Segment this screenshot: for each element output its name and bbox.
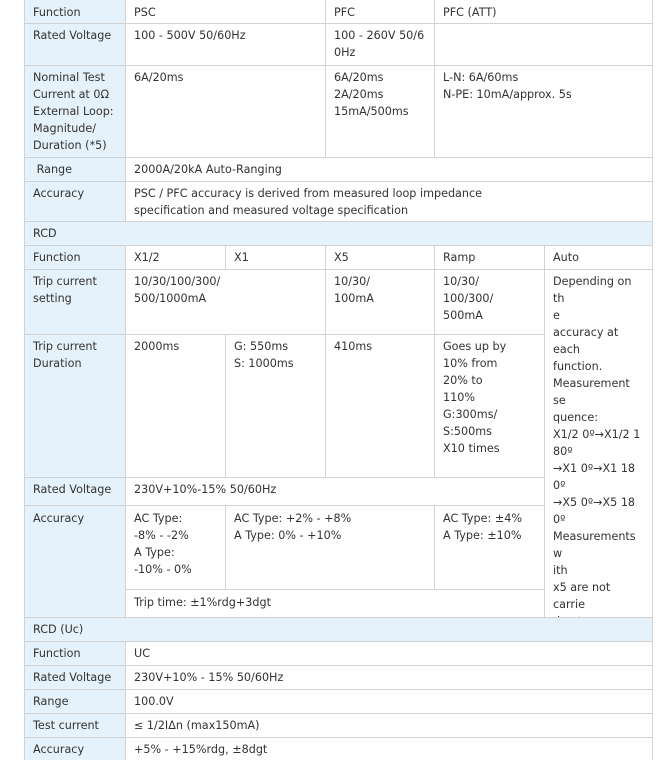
grid-line bbox=[24, 269, 652, 270]
psc-range-value: 2000A/20kA Auto-Ranging bbox=[125, 157, 652, 181]
psc-accuracy-label: Accuracy bbox=[24, 181, 125, 221]
pfc-rated-voltage-value: 100 - 260V 50/6 0Hz bbox=[325, 23, 434, 65]
uc-accuracy-label: Accuracy bbox=[24, 737, 125, 760]
grid-line bbox=[24, 689, 652, 690]
grid-line bbox=[125, 0, 126, 221]
rcd-x5-header: X5 bbox=[325, 245, 434, 269]
rcd-ramp-header: Ramp bbox=[434, 245, 544, 269]
grid-line bbox=[24, 477, 544, 478]
psc-nominal-test-current: 6A/20ms bbox=[125, 65, 325, 157]
rcd-x-half-header: X1/2 bbox=[125, 245, 225, 269]
grid-line bbox=[325, 0, 326, 157]
nominal-test-current-label: Nominal Test Current at 0Ω External Loop: Magnitude/ Duration (*5) bbox=[24, 65, 125, 157]
uc-range-label: Range bbox=[24, 689, 125, 713]
grid-line bbox=[24, 245, 652, 246]
uc-test-current-value: ≤ 1/2IΔn (max150mA) bbox=[125, 713, 652, 737]
rcd-uc-section-title: RCD (Uc) bbox=[24, 617, 652, 641]
rcd-auto-header: Auto bbox=[544, 245, 652, 269]
rcd-function-label: Function bbox=[24, 245, 125, 269]
trip-current-duration-label: Trip current Duration bbox=[24, 334, 125, 477]
trip-duration-x1: G: 550ms S: 1000ms bbox=[225, 334, 325, 477]
rcd-section-title: RCD bbox=[24, 221, 652, 245]
uc-function-label: Function bbox=[24, 641, 125, 665]
rcd-accuracy-x1-x5: AC Type: +2% - +8% A Type: 0% - +10% bbox=[225, 505, 434, 589]
trip-current-setting-x-half-x1: 10/30/100/300/ 500/1000mA bbox=[125, 269, 325, 334]
grid-line bbox=[434, 0, 435, 157]
trip-current-setting-label: Trip current setting bbox=[24, 269, 125, 334]
grid-line bbox=[125, 641, 126, 760]
trip-duration-x-half: 2000ms bbox=[125, 334, 225, 477]
pfc-att-column-header: PFC (ATT) bbox=[434, 0, 652, 23]
grid-line bbox=[24, 221, 652, 222]
psc-range-label: Range bbox=[24, 157, 125, 181]
trip-duration-ramp: Goes up by 10% from 20% to 110% G:300ms/ S:500ms X10 times bbox=[434, 334, 544, 477]
grid-line bbox=[225, 334, 226, 477]
psc-accuracy-value: PSC / PFC accuracy is derived from measured loop impedance specification and measured voltage specification bbox=[125, 181, 652, 221]
uc-test-current-label: Test current bbox=[24, 713, 125, 737]
trip-current-setting-x5: 10/30/ 100mA bbox=[325, 269, 434, 334]
rcd-accuracy-label: Accuracy bbox=[24, 505, 125, 617]
rcd-x1-header: X1 bbox=[225, 245, 325, 269]
uc-rated-voltage-value: 230V+10% - 15% 50/60Hz bbox=[125, 665, 652, 689]
grid-line bbox=[24, 665, 652, 666]
grid-line bbox=[24, 737, 652, 738]
grid-line bbox=[24, 334, 544, 335]
rcd-rated-voltage-label: Rated Voltage bbox=[24, 477, 125, 505]
grid-line bbox=[225, 245, 226, 269]
grid-line bbox=[24, 0, 25, 760]
grid-line bbox=[24, 505, 544, 506]
pfc-att-rated-voltage-value bbox=[434, 23, 652, 65]
grid-line bbox=[434, 505, 435, 589]
pfc-att-nominal-test-current: L-N: 6A/60ms N-PE: 10mA/approx. 5s bbox=[434, 65, 652, 157]
grid-line bbox=[24, 181, 652, 182]
grid-line bbox=[125, 245, 126, 617]
trip-current-setting-ramp: 10/30/ 100/300/ 500mA bbox=[434, 269, 544, 334]
trip-duration-x5: 410ms bbox=[325, 334, 434, 477]
grid-line bbox=[24, 713, 652, 714]
rcd-rated-voltage-value: 230V+10%-15% 50/60Hz bbox=[125, 477, 544, 505]
grid-line bbox=[24, 157, 652, 158]
grid-line bbox=[652, 0, 653, 760]
rcd-trip-time-accuracy: Trip time: ±1%rdg+3dgt bbox=[125, 589, 544, 617]
psc-function-label: Function bbox=[24, 0, 125, 23]
pfc-column-header: PFC bbox=[325, 0, 434, 23]
psc-rated-voltage-label: Rated Voltage bbox=[24, 23, 125, 65]
grid-line bbox=[24, 23, 652, 24]
pfc-nominal-test-current: 6A/20ms 2A/20ms 15mA/500ms bbox=[325, 65, 434, 157]
grid-line bbox=[544, 245, 545, 617]
grid-line bbox=[325, 245, 326, 477]
uc-rated-voltage-label: Rated Voltage bbox=[24, 665, 125, 689]
grid-line bbox=[24, 65, 652, 66]
uc-function-value: UC bbox=[125, 641, 652, 665]
grid-line bbox=[125, 589, 544, 590]
uc-range-value: 100.0V bbox=[125, 689, 652, 713]
rcd-accuracy-x-half: AC Type: -8% - -2% A Type: -10% - 0% bbox=[125, 505, 225, 589]
rcd-auto-description: Depending on th e accuracy at each function. Measurement se quence: X1/2 0º→X1/2 1 80º →X1 0º→X1 18 0º →X5 0º→X5 18 0º Measurements w ith x5 are not carrie bbox=[544, 269, 652, 617]
psc-column-header: PSC bbox=[125, 0, 325, 23]
grid-line bbox=[24, 641, 652, 642]
grid-line bbox=[434, 245, 435, 477]
psc-rated-voltage-value: 100 - 500V 50/60Hz bbox=[125, 23, 325, 65]
grid-line bbox=[225, 505, 226, 589]
grid-line bbox=[24, 617, 652, 618]
rcd-accuracy-ramp: AC Type: ±4% A Type: ±10% bbox=[434, 505, 544, 589]
uc-accuracy-value: +5% - +15%rdg, ±8dgt bbox=[125, 737, 652, 760]
